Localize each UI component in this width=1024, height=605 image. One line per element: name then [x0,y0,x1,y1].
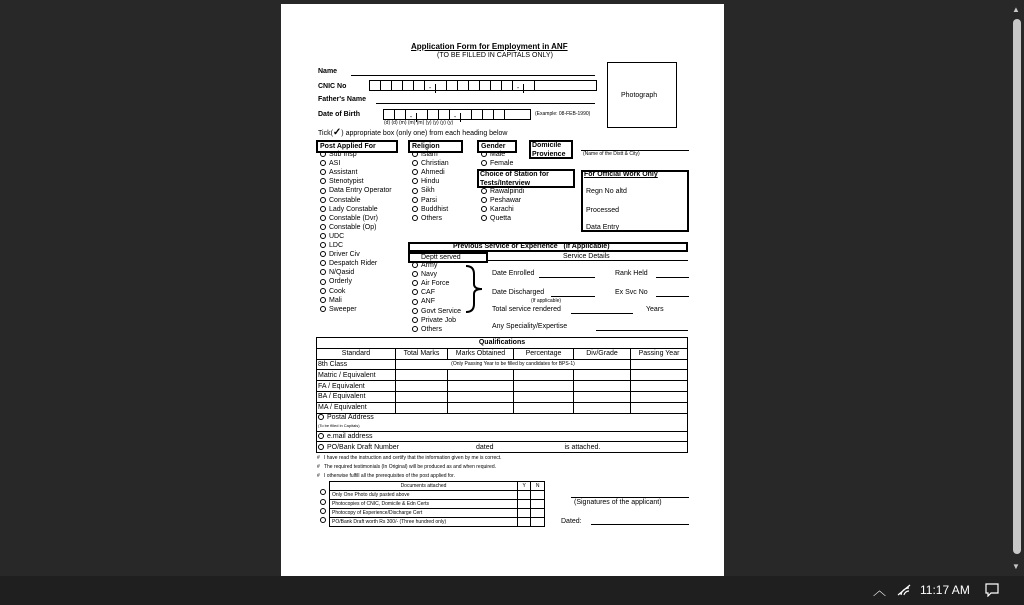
post-option-label: Assistant [329,169,358,177]
tick-instruction: Tick(✓) appropriate box (only one) from each heading below [318,127,508,138]
post-option-label: Driver Civ [329,251,360,259]
post-option[interactable] [320,241,343,250]
total-service-line [571,313,633,314]
station-radio[interactable] [481,197,487,203]
deptt-label: Deptt served [421,254,461,261]
declaration-3: # I otherwise fulfill all the prerequisites of the post applied for. [317,473,455,479]
service-option-label: ANF [421,298,435,306]
qual-header: Div/Grade [574,348,631,359]
qual-header: Percentage [514,348,574,359]
document-row[interactable]: PO/Bank Draft worth Rs 300/- (Three hundred only) [330,518,545,527]
post-radio[interactable] [320,169,326,175]
station-heading-1: Choice of Station for [480,171,549,178]
religion-option[interactable] [412,186,435,195]
service-option-label: Others [421,325,443,333]
post-option[interactable] [320,259,377,268]
documents-table: Documents attached Y N Only One Photo duly pasted above Photocopies of CNIC, Domicile & Edn Certs Photocopy of Experience/Discharge Cert PO/Bank Draft worth Rs 300/- (Three hundred only) [329,481,545,527]
qual-header: Marks Obtained [448,348,514,359]
domicile-heading-1: Domicile [532,142,562,149]
qual-header: Passing Year [631,348,688,359]
post-option[interactable] [320,287,345,296]
service-option[interactable] [412,325,442,334]
religion-option-label: Sikh [421,187,435,195]
station-option-label: Karachi [490,206,514,214]
post-radio[interactable] [320,242,326,248]
official-item-data-entry: Data Entry [586,224,620,231]
dated-label: Dated: [561,518,582,525]
documents-heading: Documents attached [330,482,518,491]
date-enrolled-label: Date Enrolled [492,270,535,277]
post-option[interactable] [320,277,352,286]
station-option[interactable] [481,196,521,205]
post-radio[interactable] [320,306,326,312]
post-option-label: Constable (Op) [329,223,377,231]
post-option[interactable] [320,177,364,186]
gender-radio[interactable] [481,151,487,157]
post-option-label: Cook [329,287,346,295]
rank-held-label: Rank Held [615,270,648,277]
domicile-line [581,150,689,151]
post-option[interactable] [320,186,392,195]
religion-radio[interactable] [412,169,418,175]
declaration-2: # The required testimonials (In Original) will be produced as and when required. [317,464,496,470]
domicile-hint: (Name of the Distt & City) [583,151,640,157]
post-option[interactable] [320,159,340,168]
photograph-label: Photograph [621,92,658,99]
doc-radio-0[interactable] [320,489,329,496]
religion-option-label: Hindu [421,178,440,186]
father-label: Father's Name [318,96,366,103]
declaration-1: # I have read the instruction and certify that the information given by me is correct. [317,455,502,461]
post-option-label: Constable (Dvr) [329,214,379,222]
gender-option-label: Female [490,160,514,168]
scroll-down-icon[interactable]: ▼ [1012,562,1020,571]
post-option-label: Data Entry Operator [329,187,392,195]
post-radio[interactable] [320,269,326,275]
notification-icon[interactable] [985,576,999,605]
official-item-processed: Processed [586,207,620,214]
po-radio[interactable] [318,444,324,450]
postal-radio[interactable] [318,414,324,420]
rank-held-line [656,277,689,278]
religion-option-label: Buddhist [421,205,449,213]
post-option[interactable] [320,305,357,314]
speciality-label: Any Speciality/Expertise [492,323,568,330]
religion-option-label: Ahmedi [421,169,445,177]
service-radio[interactable] [412,271,418,277]
post-radio[interactable] [320,233,326,239]
service-option[interactable] [412,288,435,297]
service-option-label: CAF [421,289,435,297]
post-option-label: Orderly [329,278,352,286]
years-label: Years [646,306,664,313]
service-radio[interactable] [412,280,418,286]
post-radio[interactable] [320,151,326,157]
service-option[interactable] [412,297,435,306]
speciality-line [596,330,688,331]
post-option[interactable] [320,268,354,277]
religion-radio[interactable] [412,215,418,221]
post-option-label: Sweeper [329,305,357,313]
qual-header: Total Marks [396,348,448,359]
post-radio[interactable] [320,251,326,257]
post-option-label: Mali [329,296,342,304]
post-option[interactable] [320,205,378,214]
station-radio[interactable] [481,206,487,212]
religion-radio[interactable] [412,160,418,166]
document-row[interactable]: Only One Photo duly pasted above [330,491,545,500]
service-option[interactable] [412,307,461,316]
gender-option-label: Male [490,151,506,158]
religion-option-label: Parsi [421,196,437,204]
table-row[interactable]: BA / Equivalent [317,391,688,402]
service-radio[interactable] [412,262,418,268]
post-option-label: Lady Constable [329,205,378,213]
official-heading: For Official Work Only [584,171,658,178]
scroll-up-icon[interactable]: ▲ [1012,5,1020,14]
form-page [281,4,724,576]
qual-header: Standard [317,348,396,359]
domicile-heading-2: Provience [532,151,566,158]
service-option[interactable] [412,279,449,288]
post-option[interactable] [320,196,361,205]
signature-label: (Signatures of the applicant) [574,499,662,506]
taskbar [0,576,1024,605]
form-title: Application Form for Employment in ANF [411,42,568,51]
document-row[interactable]: Photocopies of CNIC, Domicile & Edn Certs [330,500,545,509]
details-label: Service Details [563,253,610,260]
religion-radio[interactable] [412,197,418,203]
religion-option-label: Christian [421,160,449,168]
post-radio[interactable] [320,215,326,221]
if-applicable-note: (If applicable) [531,298,562,304]
dated-line [591,524,689,525]
post-radio[interactable] [320,206,326,212]
doc-radio-1[interactable] [320,499,329,506]
post-option-label: N/Qasid [329,269,355,277]
religion-option[interactable] [412,214,442,223]
station-option-label: Peshawar [490,197,522,205]
religion-radio[interactable] [412,151,418,157]
service-radio[interactable] [412,308,418,314]
service-option-label: Army [421,262,438,269]
service-option-label: Private Job [421,316,457,324]
service-option-label: Govt Service [421,307,462,315]
station-option-label: Quetta [490,215,512,223]
gender-heading: Gender [477,140,517,153]
table-row[interactable]: MA / Equivalent [317,402,688,413]
po-row[interactable]: PO/Bank Draft Number dated is attached. [317,442,688,453]
official-box [581,170,689,232]
dob-example: (Example: 08-FEB-1990) [535,111,591,117]
document-row[interactable]: Photocopy of Experience/Discharge Cert [330,509,545,518]
post-option-label: Stenotypist [329,178,364,186]
ex-svc-line [656,296,689,297]
total-service-label: Total service rendered [492,306,561,313]
post-option[interactable] [320,168,357,177]
station-radio[interactable] [481,215,487,221]
post-option[interactable] [320,250,360,259]
service-radio[interactable] [412,326,418,332]
official-item-regn: Regn No altd [586,188,627,195]
station-option[interactable] [481,205,514,214]
qualifications-table [316,337,688,453]
religion-option[interactable] [412,177,439,186]
dob-label: Date of Birth [318,111,360,118]
dob-boxes[interactable]: - - [383,109,531,120]
doc-radio-2[interactable] [320,508,329,515]
table-row[interactable]: FA / Equivalent [317,381,688,392]
name-line [351,75,595,76]
religion-option[interactable] [412,205,448,214]
post-heading: Post Applied For [316,140,398,153]
religion-radio[interactable] [412,206,418,212]
station-option[interactable] [481,187,524,196]
email-row[interactable]: e.mail address [317,431,688,442]
station-radio[interactable] [481,188,487,194]
date-discharged-label: Date Discharged [492,289,545,296]
ex-svc-label: Ex Svc No [615,289,648,296]
post-option-label: LDC [329,242,344,249]
post-option[interactable] [320,223,376,232]
post-radio[interactable] [320,260,326,266]
post-option-label: UDC [329,232,345,240]
clock[interactable]: 11:17 AM [920,583,970,597]
signature-line [571,497,689,498]
post-radio[interactable] [320,279,326,285]
post-radio[interactable] [320,160,326,166]
chevron-up-icon[interactable]: ︿ [873,583,887,598]
details-underline [488,260,688,261]
cnic-boxes[interactable]: - - [369,80,597,91]
religion-option-label: Others [421,214,443,222]
religion-radio[interactable] [412,178,418,184]
station-heading-2: Tests/Interview [480,180,531,187]
service-radio[interactable] [412,317,418,323]
religion-option-label: Islam [421,151,438,158]
date-discharged-line [551,296,595,297]
service-option[interactable] [412,316,456,325]
post-option-label: Despatch Rider [329,260,378,268]
doc-radio-3[interactable] [320,517,329,524]
service-heading: Previous Service or Experience (If Applicable) [453,243,610,250]
post-option[interactable] [320,232,344,241]
table-row[interactable]: 8th Class (Only Passing Year to be filled by candidates for BPS-1) [317,359,688,370]
post-option[interactable] [320,296,342,305]
service-option-label: Air Force [421,280,450,288]
post-radio[interactable] [320,297,326,303]
religion-heading: Religion [408,140,463,153]
dob-sub: (d) (d) (m) (m) (m) (y) (y) (y) (y) [384,120,454,126]
post-option-label: Sub Insp [329,151,357,158]
religion-option[interactable] [412,159,449,168]
wifi-icon[interactable] [897,576,911,605]
gender-option[interactable] [481,159,513,168]
post-radio[interactable] [320,288,326,294]
form-subtitle: (TO BE FILLED IN CAPITALS ONLY) [437,52,553,59]
post-option-label: ASI [329,160,341,168]
postal-row[interactable]: Postal Address (To be filled in Capitals) [317,413,688,431]
service-bracket [464,264,488,314]
service-option[interactable] [412,261,437,270]
tick-icon: ✓ [332,127,342,138]
post-radio[interactable] [320,188,326,194]
email-radio[interactable] [318,433,324,439]
service-radio[interactable] [412,289,418,295]
post-option[interactable] [320,214,378,223]
religion-option[interactable] [412,150,438,159]
religion-option[interactable] [412,168,445,177]
qualifications-heading: Qualifications [317,338,688,349]
gender-radio[interactable] [481,160,487,166]
post-radio[interactable] [320,178,326,184]
post-radio[interactable] [320,224,326,230]
father-line [376,103,595,104]
service-option-label: Navy [421,271,437,279]
station-option[interactable] [481,214,511,223]
post-option[interactable] [320,150,357,159]
post-option-label: Constable [329,196,361,204]
gender-option[interactable] [481,150,505,159]
cnic-label: CNIC No [318,83,347,90]
scrollbar-thumb[interactable] [1013,19,1021,554]
table-row[interactable]: Matric / Equivalent [317,370,688,381]
name-label: Name [318,68,338,75]
service-option[interactable] [412,270,437,279]
religion-radio[interactable] [412,188,418,194]
religion-option[interactable] [412,196,437,205]
date-enrolled-line [539,277,595,278]
station-option-label: Rawalpindi [490,188,525,195]
post-radio[interactable] [320,197,326,203]
service-radio[interactable] [412,299,418,305]
